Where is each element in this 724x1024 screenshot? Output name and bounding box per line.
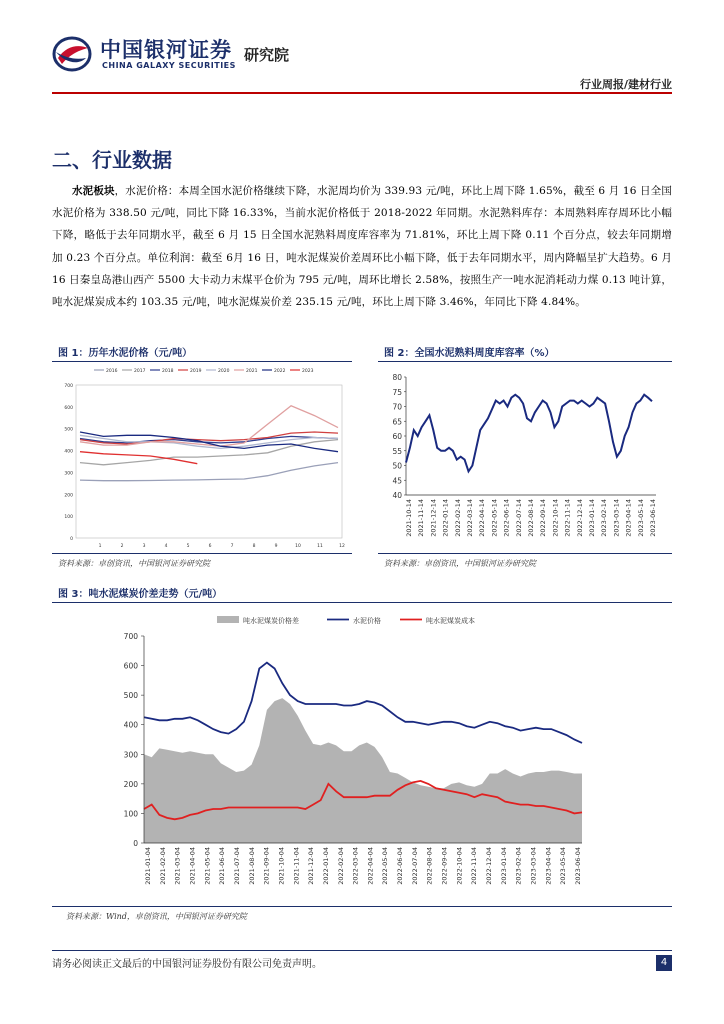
fig3-ytick: 0 [133,839,138,848]
fig3-legend-swatch-area [217,616,239,623]
fig2-xtick: 2022-06-14 [502,499,511,537]
fig2-xtick: 2023-06-14 [649,499,657,537]
fig3-xtick: 2021-05-04 [203,847,212,885]
fig3-xtick: 2022-07-04 [410,847,419,885]
figure1-bottom-rule [52,553,352,554]
fig1-xtick: 1 [98,544,102,549]
fig3-ytick: 300 [123,750,138,760]
fig1-xtick: 7 [230,544,234,549]
fig2-xtick: 2023-03-14 [612,499,621,537]
fig3-ytick: 100 [123,809,138,819]
fig3-xtick: 2021-11-04 [292,847,301,885]
fig1-xtick: 8 [252,544,256,549]
fig3-ytick: 500 [123,691,138,701]
fig2-xtick: 2023-01-14 [588,499,596,537]
fig2-xtick: 2023-05-14 [636,499,645,537]
figure2-rule [378,361,672,362]
figure3-source: 资料来源：Wind，卓创资讯，中国银河证券研究院 [66,912,247,921]
fig2-ytick: 40 [392,491,402,500]
figure1-source: 资料来源：卓创资讯，中国银河证券研究院 [58,559,210,568]
fig3-xtick: 2021-02-04 [158,847,167,885]
fig2-xtick: 2022-09-14 [539,499,548,537]
fig3-xtick: 2023-04-04 [544,847,553,885]
section-title: 二、行业数据 [52,148,172,172]
fig2-ytick: 70 [392,402,402,412]
fig3-xtick: 2021-01-04 [144,847,152,885]
fig3-ytick: 200 [123,779,138,789]
figure1-title: 图 1：历年水泥价格（元/吨） [58,348,193,359]
fig2-xtick: 2022-07-14 [514,499,523,537]
fig3-legend-label: 吨水泥煤炭成本 [426,617,475,625]
fig2-xtick: 2022-01-14 [441,499,450,537]
fig1-legend-label: 2017 [134,369,146,374]
fig3-xtick: 2023-06-04 [574,847,582,885]
fig3-xtick: 2021-10-04 [277,847,286,885]
fig1-xtick: 12 [339,544,345,549]
fig3-xtick: 2022-02-04 [336,847,345,885]
fig2-ytick: 80 [392,373,402,382]
institute-label: 研究院 [244,46,290,64]
fig3-xtick: 2023-01-04 [499,847,508,885]
fig2-xtick: 2022-08-14 [527,499,535,537]
fig1-xtick: 4 [164,544,168,549]
fig2-ytick: 60 [392,432,402,441]
fig3-xtick: 2022-08-04 [425,847,434,885]
fig3-xtick: 2021-09-04 [262,847,271,885]
figure3-chart [52,605,672,905]
fig3-xtick: 2023-03-04 [529,847,538,885]
fig1-xtick: 6 [208,544,212,549]
figure1-chart [52,363,352,553]
fig3-xtick: 2022-04-04 [366,847,375,885]
fig1-xtick: 2 [120,544,124,549]
fig2-xtick: 2022-02-14 [453,499,462,537]
fig1-ytick: 500 [64,427,73,433]
brand-name-en: CHINA GALAXY SECURITIES [102,61,236,70]
fig3-xtick: 2021-03-04 [173,847,182,885]
report-type: 行业周报/建材行业 [579,78,672,91]
fig1-xtick: 10 [295,544,301,549]
fig2-xtick: 2021-10-14 [405,499,413,537]
fig2-ytick: 50 [392,461,402,471]
fig2-xtick: 2022-12-14 [575,499,584,537]
fig3-xtick: 2022-01-04 [321,847,330,885]
body-paragraph [52,180,672,313]
fig1-legend-label: 2021 [246,369,258,374]
fig2-xtick: 2021-11-14 [417,499,426,537]
figure1-rule [52,361,352,362]
fig3-xtick: 2022-12-04 [485,847,494,885]
fig3-xtick: 2021-04-04 [188,847,197,885]
fig3-legend-label: 水泥价格 [353,617,381,625]
fig3-ytick: 600 [123,661,138,671]
fig1-xtick: 9 [274,544,278,549]
fig1-ytick: 300 [64,471,73,477]
fig3-xtick: 2022-11-04 [470,847,479,885]
paragraph-lead: 水泥板块 [72,185,115,197]
fig1-legend-label: 2018 [162,369,174,374]
fig3-xtick: 2022-09-04 [440,847,449,885]
fig2-xtick: 2023-02-14 [600,499,609,537]
figure2-title: 图 2：全国水泥熟料周度库容率（%） [384,348,555,359]
fig2-xtick: 2022-04-14 [478,499,487,537]
fig2-xtick: 2021-12-14 [429,499,438,537]
fig3-xtick: 2021-12-04 [307,847,316,885]
fig3-xtick: 2022-06-04 [396,847,405,885]
fig1-ytick: 400 [64,449,73,455]
fig1-xtick: 3 [142,544,146,549]
fig1-plot-area [76,385,342,538]
fig3-series-水泥价格 [144,663,582,743]
fig3-xtick: 2023-02-04 [514,847,523,885]
fig1-legend-label: 2016 [106,369,118,374]
footer-divider [52,950,672,951]
fig3-xtick: 2022-03-04 [351,847,360,885]
figure2-source: 资料来源：卓创资讯，中国银河证券研究院 [384,559,536,568]
fig1-legend-label: 2019 [190,369,202,374]
fig1-xtick: 11 [317,544,323,549]
fig1-ytick: 100 [64,515,73,521]
fig3-ytick: 400 [123,720,138,730]
fig3-xtick: 2022-10-04 [455,847,464,885]
header-divider [52,92,672,94]
fig1-legend-label: 2022 [274,369,286,374]
fig3-xtick: 2021-07-04 [232,847,241,885]
fig3-xtick: 2021-06-04 [218,847,227,885]
figure3-rule [52,602,672,603]
page-number: 4 [656,955,672,971]
figure2-bottom-rule [378,553,672,554]
fig2-series-line [406,395,652,472]
fig2-ytick: 65 [392,417,402,427]
galaxy-logo-icon [52,36,92,72]
fig2-ytick: 75 [392,387,402,397]
fig1-ytick: 700 [64,384,73,389]
fig2-xtick: 2022-11-14 [563,499,572,537]
figure3-title: 图 3：吨水泥煤炭价差走势（元/吨） [58,589,223,600]
fig1-ytick: 0 [70,537,73,542]
fig2-xtick: 2022-10-14 [551,499,560,537]
figure2-chart [378,363,672,553]
fig3-xtick: 2023-05-04 [559,847,568,885]
paragraph-body: ，水泥价格：本周全国水泥价格继续下降，水泥周均价为 339.93 元/吨，环比上周下降 1.65%，截至 6 月 16 日全国水泥价格为 338.50 元/吨，同比下降 16.33%，当前水泥价格低于 2018-2022 年同期。水泥熟料库存：本周熟料库存周环比小幅下降，略低于去年同期水平，截至 6 月 15 日全国水泥熟料周度库容率为 71.81%，环比上周下降 0.11 个百分点，较去年同期增加 0.23 个百分点。单位利润：截至 6月 16 日，吨水泥煤炭价差周环比小幅下降，低于去年同期水平，周内降幅呈扩大趋势。6 月 16 日秦皇岛港山西产 5500 大卡动力末煤平仓价为 795 元/吨，周环比增长 2.58%，按照生产一吨水泥消耗动力煤 0.13 吨计算，吨水泥煤炭成本约 103.35 元/吨，吨水泥煤炭价差 235.15 元/吨，环比上周下降 3.46%，年同比下降 4.84%。 [52,185,672,309]
fig3-area-coal-spread [144,698,582,843]
figure3-bottom-rule [52,906,672,907]
footer-disclaimer: 请务必阅读正文最后的中国银河证券股份有限公司免责声明。 [52,959,322,970]
fig2-xtick: 2023-04-14 [624,499,633,537]
fig2-ytick: 55 [392,446,402,456]
fig1-ytick: 200 [64,493,73,499]
fig3-ytick: 700 [123,632,138,641]
fig2-xtick: 2022-05-14 [490,499,499,537]
fig1-legend-label: 2020 [218,369,230,374]
fig2-ytick: 45 [392,476,402,486]
fig3-xtick: 2022-05-04 [381,847,390,885]
brand-name-cn: 中国银河证券 [100,38,232,62]
fig3-legend-label: 吨水泥煤炭价格差 [243,617,299,625]
fig1-ytick: 600 [64,405,73,411]
fig1-xtick: 5 [186,544,190,549]
fig2-xtick: 2022-03-14 [466,499,474,537]
fig1-legend-label: 2023 [302,369,314,374]
fig3-xtick: 2021-08-04 [247,847,256,885]
